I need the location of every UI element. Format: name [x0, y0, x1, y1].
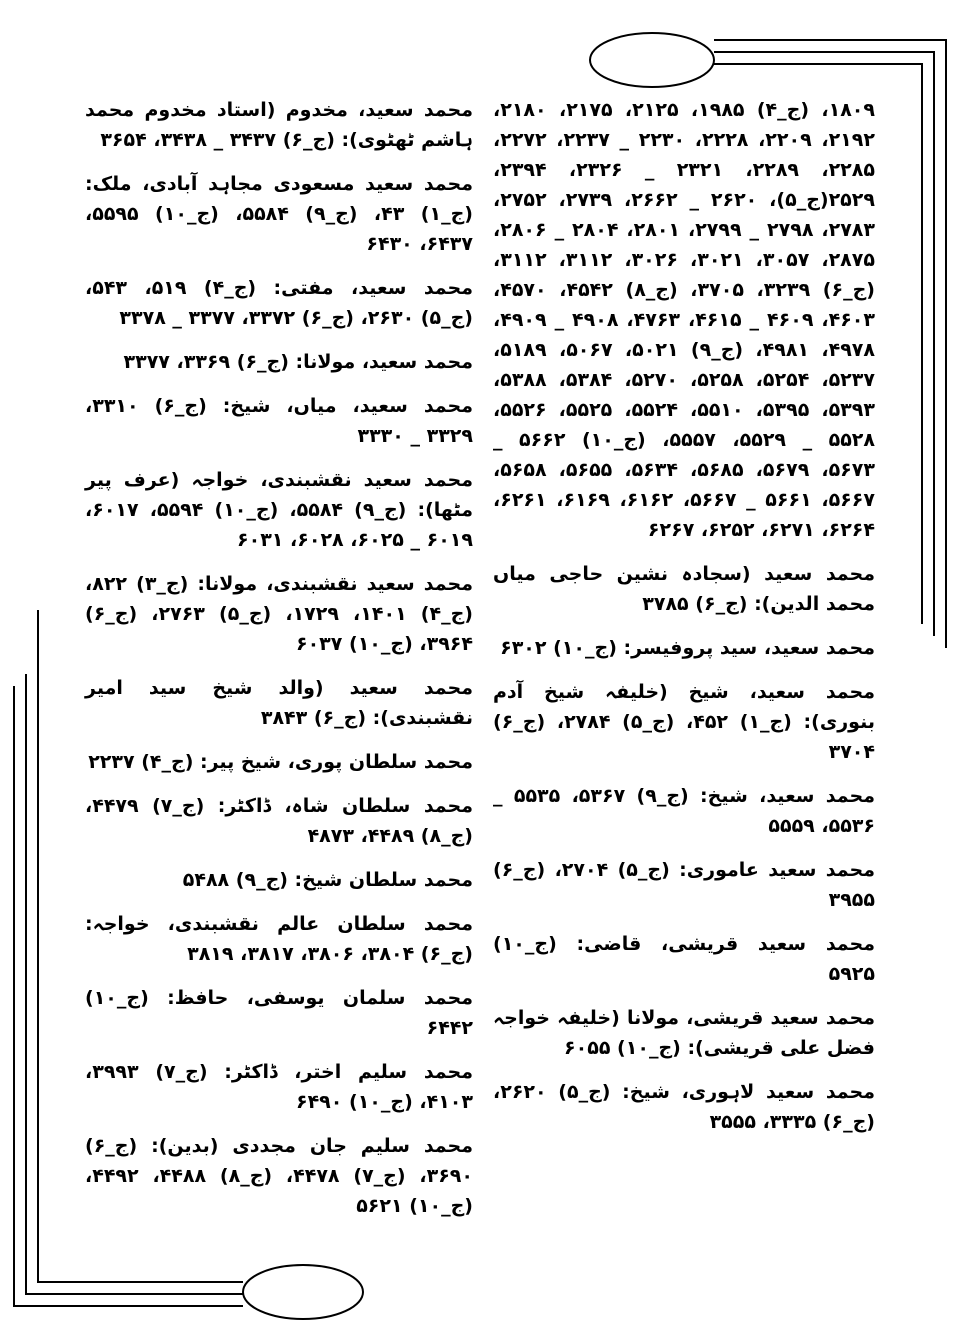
index-entry: محمد سعید قریشی، مولانا (خلیفہ خواجہ فضل علی قریشی): (ج_۱۰) ۶۰۵۵: [493, 1007, 875, 1059]
index-entry: محمد سعید قریشی، قاضی: (ج_۱۰) ۵۹۲۵: [493, 933, 875, 985]
index-entry: محمد سعید (سجادہ نشین حاجی میاں محمد الدین): (ج_۶) ۳۷۸۵: [493, 563, 875, 615]
index-entry: محمد سلطان شیخ: (ج_۹) ۵۴۸۸: [182, 869, 473, 891]
index-entry: محمد سلطان عالم نقشبندی، خواجہ: (ج_۶) ۳۸۰۴، ۳۸۰۶، ۳۸۱۷، ۳۸۱۹: [85, 913, 473, 965]
index-entry: محمد سلیم جان مجددی (بدین): (ج_۶) ۳۶۹۰، (ج_۷) ۴۴۷۸، (ج_۸) ۴۴۸۸، ۴۴۹۲، (ج_۱۰) ۵۶۲۱: [85, 1135, 473, 1217]
index-entry: محمد سعید عاموری: (ج_۵) ۲۷۰۴، (ج_۶) ۳۹۵۵: [493, 859, 875, 911]
index-entry: محمد سعید، مخدوم (استاد مخدوم محمد ہاشم ٹھٹوی): (ج_۶) ۳۴۳۷ _ ۳۴۳۸، ۳۶۵۴: [85, 99, 473, 151]
index-entry: محمد سلمان یوسفی، حافظ: (ج_۱۰) ۶۴۴۲: [85, 987, 473, 1039]
index-column-left: [85, 95, 473, 1235]
index-entry: محمد سلیم اختر، ڈاکٹر: (ج_۷) ۳۹۹۳، ۴۱۰۳، (ج_۱۰) ۶۴۹۰: [85, 1061, 473, 1113]
top-oval: [590, 33, 714, 87]
index-entry: محمد سعید، شیخ (خلیفہ شیخ آدم بنوری): (ج_۱) ۴۵۲، (ج_۵) ۲۷۸۴، (ج_۶) ۳۷۰۴: [493, 681, 875, 763]
index-entry: محمد سلطان پوری، شیخ پیر: (ج_۴) ۲۲۳۷: [88, 751, 473, 773]
index-entry: محمد سعید نقشبندی، مولانا: (ج_۳) ۸۲۲، (ج_۴) ۱۴۰۱، ۱۷۲۹، (ج_۵) ۲۷۶۳، (ج_۶) ۳۹۶۴، (ج_۱۰) ۶۰۳۷: [85, 573, 473, 655]
index-entry: محمد سعید، سید پروفیسر: (ج_۱۰) ۶۳۰۲: [500, 637, 875, 659]
bottom-oval: [243, 1265, 363, 1319]
index-entry: محمد سعید نقشبندی، خواجہ (عرف پیر مٹھا): (ج_۹) ۵۵۸۴، (ج_۱۰) ۵۵۹۴، ۶۰۱۷، ۶۰۱۹ _ ۶۰۲۵، ۶۰۲۸، ۶۰۳۱: [85, 469, 473, 551]
index-entry: محمد سعید، مفتی: (ج_۴) ۵۱۹، ۵۴۳، (ج_۵) ۲۶۳۰، (ج_۶) ۳۳۷۲، ۳۳۷۷ _ ۳۳۷۸: [85, 277, 473, 329]
index-entry: محمد سلطان شاہ، ڈاکٹر: (ج_۷) ۴۴۷۹، (ج_۸) ۴۴۸۹، ۴۸۷۳: [85, 795, 473, 847]
index-entry: محمد سعید مسعودی مجاہد آبادی، ملک: (ج_۱) ۴۳، (ج_۹) ۵۵۸۴، (ج_۱۰) ۵۵۹۵، ۶۴۳۷، ۶۴۳۰: [85, 173, 473, 255]
index-entry: محمد سعید، میاں، شیخ: (ج_۶) ۳۳۱۰، ۳۳۲۹ _ ۳۳۳۰: [85, 395, 473, 447]
index-entry: ۱۸۰۹، (ج_۴) ۱۹۸۵، ۲۱۲۵، ۲۱۷۵، ۲۱۸۰، ۲۱۹۲، ۲۲۰۹، ۲۲۲۸، ۲۲۳۰ _ ۲۲۳۷، ۲۲۷۲، ۲۲۸۵، ۲۲۸۹، ۲۳۲۱ _ ۲۳۲۶، ۲۳۹۴، ۲۵۲۹(ج_۵)، ۲۶۲۰ _ ۲۶۶۲، ۲۷۳۹، ۲۷۵۲، ۲۷۸۳، ۲۷۹۸ _ ۲۷۹۹، ۲۸۰۱، ۲۸۰۴ _ ۲۸۰۶، ۲۸۷۵، ۳۰۵۷، ۳۰۲۱، ۳۰۲۶، ۳۱۱۲، ۳۱۱۲، (ج_۶) ۳۲۳۹، ۳۷۰۵، (ج_۸) ۴۵۴۲، ۴۵۷۰، ۴۶۰۳، ۴۶۰۹ _ ۴۶۱۵، ۴۷۶۳، ۴۹۰۸ _ ۴۹۰۹، ۴۹۷۸، ۴۹۸۱، (ج_۹) ۵۰۲۱، ۵۰۶۷، ۵۱۸۹، ۵۲۳۷، ۵۲۵۴، ۵۲۵۸، ۵۲۷۰، ۵۳۸۴، ۵۳۸۸، ۵۳۹۳، ۵۳۹۵، ۵۵۱۰، ۵۵۲۴، ۵۵۲۵، ۵۵۲۶، ۵۵۲۸ _ ۵۵۲۹، ۵۵۵۷، (ج_۱۰) ۵۶۶۲ _ ۵۶۷۳، ۵۶۷۹، ۵۶۸۵، ۵۶۳۴، ۵۶۵۵، ۵۶۵۸، ۵۶۶۷، ۵۶۶۱ _ ۵۶۶۷، ۶۱۶۲، ۶۱۶۹، ۶۲۶۱، ۶۲۶۴، ۶۲۷۱، ۶۲۵۲، ۶۲۶۷: [493, 99, 875, 541]
index-entry: محمد سعید، شیخ: (ج_۹) ۵۳۶۷، ۵۵۳۵ _ ۵۵۳۶، ۵۵۵۹: [493, 785, 875, 837]
index-column-right: [493, 95, 875, 1151]
index-entry: محمد سعید لاہوری، شیخ: (ج_۵) ۲۶۲۰، (ج_۶) ۳۳۳۵، ۳۵۵۵: [493, 1081, 875, 1133]
index-entry: محمد سعید (والد شیخ سید امیر نقشبندی): (ج_۶) ۳۸۴۳: [85, 677, 473, 729]
index-entry: محمد سعید، مولانا: (ج_۶) ۳۳۶۹، ۳۳۷۷: [123, 351, 473, 373]
